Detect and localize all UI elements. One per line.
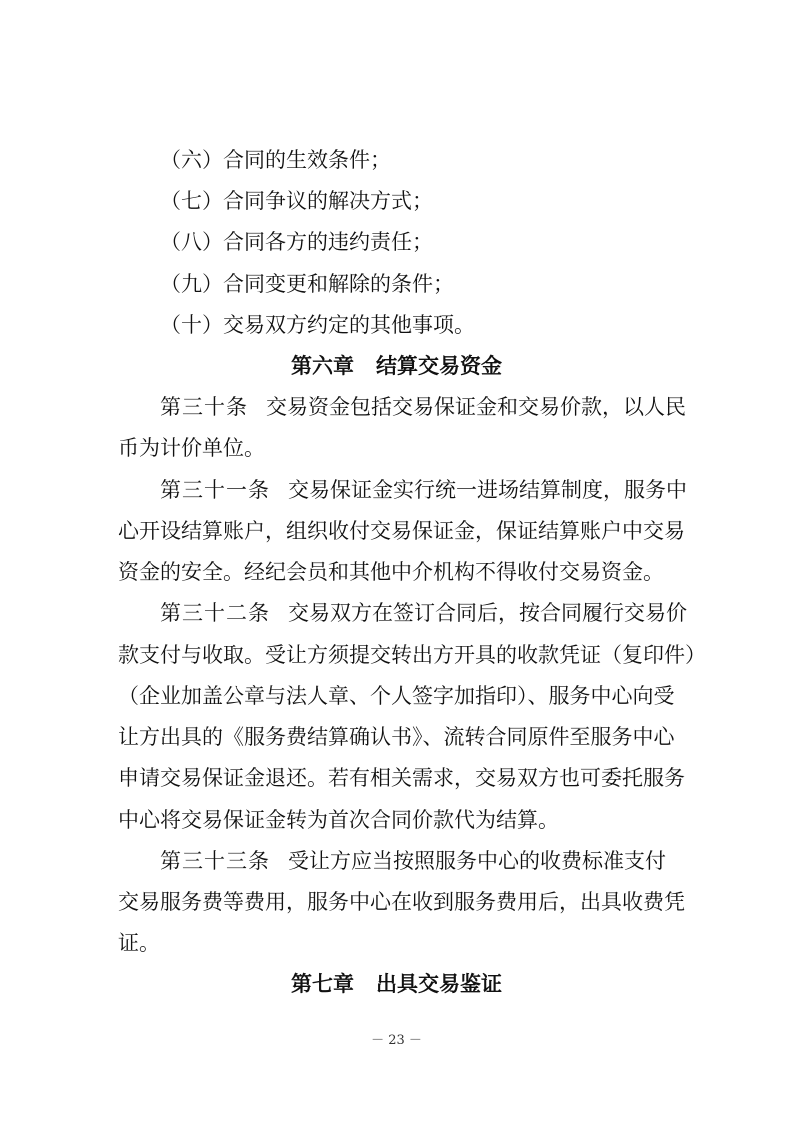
chapter-heading-6 — [0, 352, 793, 380]
article-text-line: 证。 — [118, 931, 160, 955]
article-33 — [160, 847, 730, 875]
list-item: （七）合同争议的解决方式； — [160, 189, 433, 213]
page-number: － 23 － — [371, 1033, 422, 1048]
article-text-line: 币为计价单位。 — [118, 436, 265, 460]
article-text: 受让方应当按照服务中心的收费标准支付 — [288, 849, 666, 873]
chapter-number: 第六章 — [291, 354, 354, 378]
list-item: （十）交易双方约定的其他事项。 — [160, 313, 475, 337]
article-30 — [160, 393, 730, 421]
article-text-line: 让方出具的《服务费结算确认书》、流转合同原件至服务中心 — [118, 725, 675, 749]
article-text: 交易资金包括交易保证金和交易价款，以人民 — [266, 395, 686, 419]
list-item: （九）合同变更和解除的条件； — [160, 272, 454, 296]
article-text-line: 资金的安全。经纪会员和其他中介机构不得收付交易资金。 — [118, 560, 664, 584]
article-text-line: 款支付与收取。受让方须提交转出方开具的收款凭证（复印件） — [118, 643, 706, 667]
article-number: 第三十三条 — [160, 849, 270, 873]
article-text-line: 申请交易保证金退还。若有相关需求，交易双方也可委托服务 — [118, 766, 685, 790]
article-32 — [160, 599, 730, 627]
chapter-title: 结算交易资金 — [376, 354, 502, 378]
article-text-line: 心开设结算账户，组织收付交易保证金，保证结算账户中交易 — [118, 519, 685, 543]
chapter-title: 出具交易鉴证 — [376, 972, 502, 996]
chapter-number: 第七章 — [291, 972, 354, 996]
article-number: 第三十一条 — [160, 478, 270, 502]
article-number: 第三十二条 — [160, 601, 270, 625]
list-item: （八）合同各方的违约责任； — [160, 230, 433, 254]
chapter-heading-7 — [0, 970, 793, 998]
article-text: 交易保证金实行统一进场结算制度，服务中 — [288, 478, 687, 502]
article-31 — [160, 476, 730, 504]
article-number: 第三十条 — [160, 395, 248, 419]
article-text-line: 中心将交易保证金转为首次合同价款代为结算。 — [118, 808, 559, 832]
article-text-line: （企业加盖公章与法人章、个人签字加指印）、服务中心向受 — [118, 684, 675, 708]
list-item: （六）合同的生效条件； — [160, 148, 391, 172]
article-text-line: 交易服务费等费用，服务中心在收到服务费用后，出具收费凭 — [118, 890, 685, 914]
article-text: 交易双方在签订合同后，按合同履行交易价 — [288, 601, 687, 625]
